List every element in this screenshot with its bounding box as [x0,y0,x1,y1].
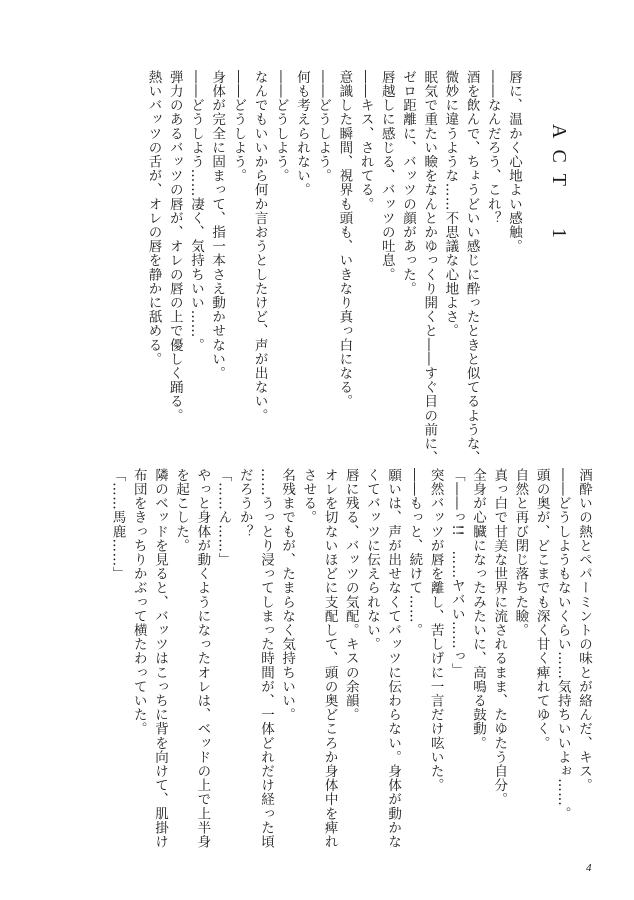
text-line: 名残までもが、たまらなく気持ちいい。 [279,468,296,722]
text-line: ……うっとり浸ってしまった時間が、一体どれだけ経った頃 [257,468,274,849]
text-line: くてバッツに伝えられない。 [363,468,380,652]
text-line: 何も考えられない。 [293,70,310,197]
text-line: 「……馬鹿……」 [109,468,126,581]
text-line: 微妙に違うような……不思議な心地よさ。 [442,70,459,338]
text-line: を起こした。 [173,468,190,553]
text-line: 突然バッツが唇を離し、苦しげに一言だけ呟いた。 [427,468,444,793]
text-line: だろうか？ [236,468,253,539]
text-line: 願いは、声が出せなくてバッツに伝わらない。身体が動かな [385,468,402,849]
text-line: ――どうしよう。 [230,70,247,183]
text-line: 「――っ!! ……ヤバい……っ」 [448,468,465,678]
text-line: 真っ白で甘美な世界に流されるまま、たゆたう自分。 [491,468,508,807]
text-block-lower [106,468,594,848]
text-line: ――どうしよう。 [315,70,332,183]
text-line: やっと身体が動くようになったオレは、ベッドの上で上半身 [194,468,211,849]
text-line: ――もっと、続けて……。 [406,468,423,638]
text-line: 唇に残る、バッツの気配。キスの余韻。 [342,468,359,722]
text-line: なんでもいいから何か言おうとしたけど、声が出ない。 [251,70,268,423]
page-number: 4 [586,862,592,874]
chapter-title: ACT 1 [548,124,570,249]
text-line: 全身が心臓になったみたいに、高鳴る鼓動。 [469,468,486,750]
text-line: 身体が完全に固まって、指一本さえ動かせない。 [209,70,226,381]
text-line: ゼロ距離に、バッツの顔があった。 [399,70,416,296]
text-line: オレを切ないほどに支配して、頭の奥どころか身体中を痺れ [321,468,338,849]
text-line: ――なんだろう、これ？ [484,70,501,226]
text-line: 頭の奥が、どこまでも深く甘く痺れてゆく。 [533,468,550,750]
text-line: 眠気で重たい瞼をなんとかゆっくり開くと――すぐ目の前に、 [421,70,438,465]
text-line: 布団をきっちりかぶって横たわっていた。 [130,468,147,736]
text-line: ――キス、されてる。 [357,70,374,211]
text-line: 酒酔いの熱とペパーミントの味とが絡んだ、キス。 [576,468,592,793]
text-line: 熱いバッツの舌が、オレの唇を静かに舐める。 [145,70,162,367]
text-line: 「……ん……」 [215,468,232,567]
text-line: 隣のベッドを見ると、バッツはこっちに背を向けて、肌掛け [151,468,168,849]
text-line: させる。 [300,468,317,525]
text-line: 酒を飲んで、ちょうどいい感じに酔ったときと似てるような、 [463,70,480,465]
text-line: ――どうしよう……凄く、気持ちいい……。 [187,70,204,352]
text-line: 唇に、温かく心地よい感触。 [506,70,522,254]
text-line: 唇越しに感じる、バッツの吐息。 [378,70,395,282]
text-block-upper [142,70,524,465]
text-line: 弾力のあるバッツの唇が、オレの唇の上で優しく踊る。 [166,70,183,423]
text-line: 自然と再び閉じ落ちた瞼。 [512,468,529,638]
text-line: ――どうしよう。 [272,70,289,183]
text-line: 意識した瞬間、視界も頭も、いきなり真っ白になる。 [336,70,353,409]
text-line: ――どうしようもないくらい……気持ちいいよぉ……。 [554,468,571,821]
